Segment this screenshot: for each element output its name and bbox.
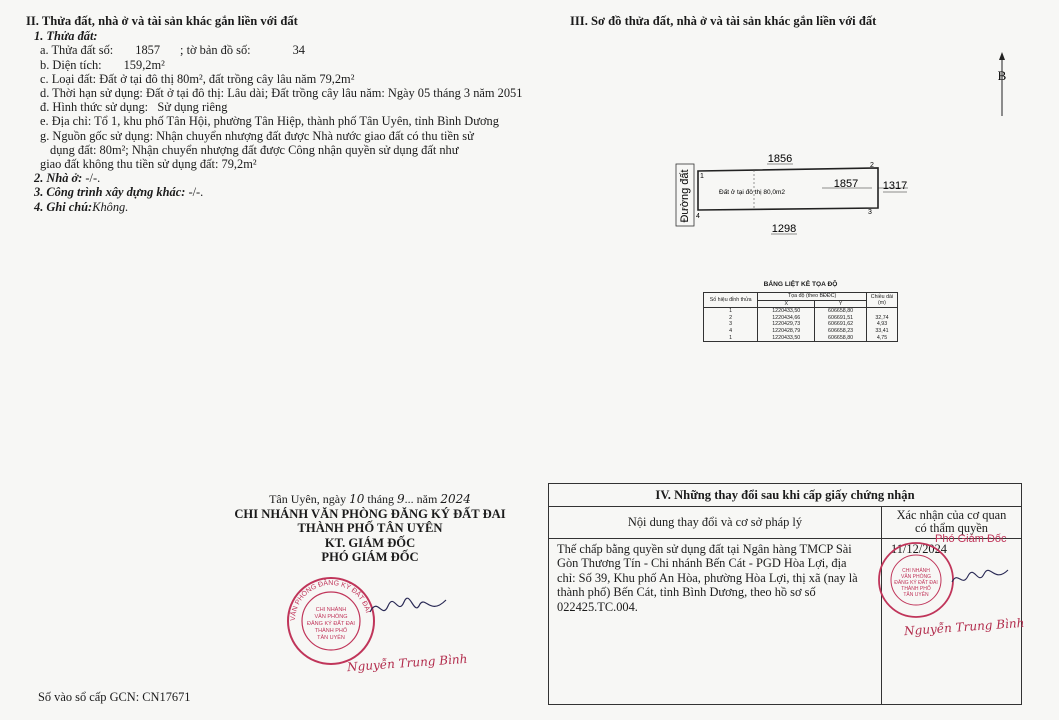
land-type-label: c. Loại đất:: [40, 71, 97, 86]
area-value: 159,2m²: [123, 57, 165, 72]
section-2: [26, 14, 546, 214]
usage-form-value: Sử dụng riêng: [157, 100, 228, 115]
house-value: -/-.: [85, 171, 101, 186]
usage-form-label: đ. Hình thức sử dụng:: [40, 100, 149, 115]
change-line-3: chỉ: Số 39, Khu phố An Hòa, phường Hòa Lợi, thị xã (nay là: [557, 570, 858, 585]
house-line: [26, 171, 546, 185]
deputy-director: PHÓ GIÁM ĐỐC: [321, 550, 419, 565]
neighbor-bottom: 1298: [771, 223, 797, 235]
origin-line-1: g. Nguồn gốc sử dụng: Nhận chuyển nhượng đất được Nhà nước giao đất có thu tiền sử: [40, 128, 474, 143]
cell-x: 1220429,73: [758, 321, 815, 328]
cell-point: 3: [704, 321, 758, 328]
area-label: b. Diện tích:: [40, 57, 102, 72]
cell-point: 2: [704, 315, 758, 322]
parcel-number-value: 1857: [135, 43, 161, 58]
cell-x: 1220428,79: [758, 328, 815, 335]
map-sheet-value: 34: [292, 43, 305, 58]
cell-y: 606691,51: [815, 315, 867, 322]
cell-x: 1220434,66: [758, 315, 815, 322]
seal-line-3: ĐĂNG KÝ ĐẤT ĐAI: [307, 621, 355, 627]
section-4-title: IV. Những thay đổi sau khi cấp giấy chứng nhận: [549, 484, 1021, 507]
office-name-2: THÀNH PHỐ TÂN UYÊN: [297, 521, 443, 536]
cell-y: 606691,62: [815, 321, 867, 328]
issuer-signature-block: [200, 492, 540, 565]
table-row: [704, 308, 898, 315]
issuer-signature-icon: [368, 590, 448, 624]
col-length: Chiều dài (m): [866, 293, 897, 308]
note-value: Không.: [92, 199, 129, 214]
road-label: Đường đất: [679, 169, 691, 223]
confirmation-signature-icon: [950, 562, 1010, 592]
parcel-diagram: [672, 46, 1017, 246]
office-seal-icon: [285, 575, 377, 667]
change-content-header: Nội dung thay đổi và cơ sở pháp lý: [549, 507, 882, 538]
cell-length: 33,41: [866, 328, 897, 335]
cell-length: [866, 308, 897, 315]
north-letter: B: [997, 68, 1007, 83]
area-line: [26, 58, 546, 72]
parcel-number-line: [26, 43, 546, 57]
col-x: X: [758, 300, 815, 308]
cell-length: 32,74: [866, 315, 897, 322]
origin-line-3: giao đất không thu tiền sử dụng đất: 79,2m²: [40, 157, 257, 172]
register-number: Số vào sổ cấp GCN: CN17671: [38, 690, 191, 704]
issue-place: Tân Uyên, ngày: [269, 492, 347, 506]
land-type-value: Đất ở tại đô thị 80m², đất trồng cây lâu năm 79,2m²: [99, 71, 355, 86]
cell-y: 606658,23: [815, 328, 867, 335]
seal2-line-2: VĂN PHÒNG: [900, 574, 932, 580]
parcel-number-label: 1857: [833, 178, 859, 190]
seal2-line-4: THÀNH PHỐ: [901, 586, 931, 592]
parcel-heading: 1. Thửa đất:: [34, 29, 98, 44]
seal-line-4: THÀNH PHỐ: [314, 628, 348, 634]
inner-land-label: Đất ở tại đô thị 80,0m2: [719, 189, 786, 196]
map-sheet-label: ; tờ bản đồ số:: [180, 43, 251, 58]
corner-3: 3: [868, 209, 872, 216]
section-3-title: III. Sơ đồ thửa đất, nhà ở và tài sản khác gắn liền với đất: [570, 14, 877, 28]
cell-length: 4,75: [866, 335, 897, 342]
coordinate-table: [703, 281, 898, 342]
corner-2: 2: [870, 162, 874, 169]
cell-x: 1220433,50: [758, 308, 815, 315]
address-line: e. Địa chỉ: Tổ 1, khu phố Tân Hội, phường Tân Hiệp, thành phố Tân Uyên, tỉnh Bình Dương: [40, 114, 499, 129]
section-2-title: II. Thửa đất, nhà ở và tài sản khác gắn liền với đất: [26, 14, 298, 28]
neighbor-top: 1856: [767, 153, 793, 165]
seal-line-1: CHI NHÁNH: [315, 607, 347, 613]
seal-ring-path: VĂN PHÒNG ĐĂNG KÝ ĐẤT ĐAI: [289, 579, 372, 622]
confirmation-header-line-2: có thẩm quyền: [915, 521, 988, 535]
change-line-5: 022425.TC.004.: [557, 599, 638, 614]
cell-point: 1: [704, 308, 758, 315]
cell-y: 606658,80: [815, 335, 867, 342]
change-line-4: thành phố) Bến Cát, tỉnh Bình Dương, theo hồ sơ số: [557, 585, 816, 600]
land-type-line: [26, 72, 546, 86]
corner-1: 1: [700, 173, 704, 180]
parcel-number-label: a. Thửa đất số:: [40, 43, 114, 58]
cell-point: 1: [704, 335, 758, 342]
coordinate-table-title: BẢNG LIỆT KÊ TỌA ĐỘ: [763, 281, 838, 288]
seal2-line-3: ĐĂNG KÝ ĐẤT ĐAI: [894, 580, 938, 586]
cell-y: 606658,80: [815, 308, 867, 315]
year-label: năm: [416, 492, 438, 506]
table-row: [704, 321, 898, 328]
issue-month: 9: [397, 492, 405, 506]
cell-x: 1220433,50: [758, 335, 815, 342]
month-label: tháng: [367, 492, 395, 506]
col-coord: Tọa độ (theo BĐĐC): [758, 293, 867, 301]
corner-4: 4: [696, 213, 700, 220]
kt-director: KT. GIÁM ĐỐC: [324, 535, 416, 550]
confirmation-role-stamp: Phó Giám Đốc: [935, 533, 1007, 545]
issue-day: 10: [349, 492, 365, 506]
note-label: 4. Ghi chú:: [34, 199, 93, 214]
table-row: [704, 328, 898, 335]
coordinate-grid: [703, 292, 898, 342]
usage-form-line: [26, 100, 546, 114]
change-content: [557, 542, 877, 614]
issuer-signer-name: Nguyễn Trung Bình: [346, 651, 468, 675]
office-name-1: CHI NHÁNH VĂN PHÒNG ĐĂNG KÝ ĐẤT ĐAI: [234, 506, 506, 521]
confirmation-header-line-1: Xác nhận của cơ quan: [896, 508, 1007, 522]
other-works-label: 3. Công trình xây dựng khác:: [34, 185, 186, 200]
confirmation-signer-name: Nguyễn Trung Bình: [903, 615, 1025, 639]
neighbor-right: 1317: [882, 180, 908, 192]
confirmation-seal-icon: [876, 540, 956, 620]
confirmation-date: 11/12/2024: [891, 542, 947, 556]
change-line-2: Gòn Thương Tín - Chi nhánh Bến Cát - PGD Hòa Lợi, địa: [557, 556, 847, 571]
term-line: d. Thời hạn sử dụng: Đất ở tại đô thị: Lâu dài; Đất trồng cây lâu năm: Ngày 05 tháng 3 năm 2051: [40, 86, 523, 101]
house-label: 2. Nhà ở:: [34, 171, 83, 186]
other-works-line: [26, 185, 546, 199]
col-y: Y: [815, 300, 867, 308]
col-point: Số hiệu đỉnh thửa: [704, 293, 758, 308]
issue-date: Tân Uyên, ngày 10 tháng 9... năm 2024: [269, 492, 471, 506]
cell-length: 4,93: [866, 321, 897, 328]
cell-point: 4: [704, 328, 758, 335]
seal-line-5: TÂN UYÊN: [317, 635, 345, 641]
other-works-value: -/-.: [188, 185, 204, 200]
table-row: [704, 335, 898, 342]
seal2-line-1: CHI NHÁNH: [902, 568, 930, 574]
note-line: [26, 200, 546, 214]
issue-year: 2024: [440, 492, 471, 506]
table-row: [704, 315, 898, 322]
seal-line-2: VĂN PHÒNG: [314, 614, 348, 620]
change-line-1: Thế chấp bằng quyền sử dụng đất tại Ngân hàng TMCP Sài: [557, 542, 852, 556]
origin-line-2: dụng đất: 80m²; Nhận chuyển nhượng đất được Công nhận quyền sử dụng đất như: [50, 142, 459, 157]
seal2-line-5: TÂN UYÊN: [903, 592, 929, 598]
